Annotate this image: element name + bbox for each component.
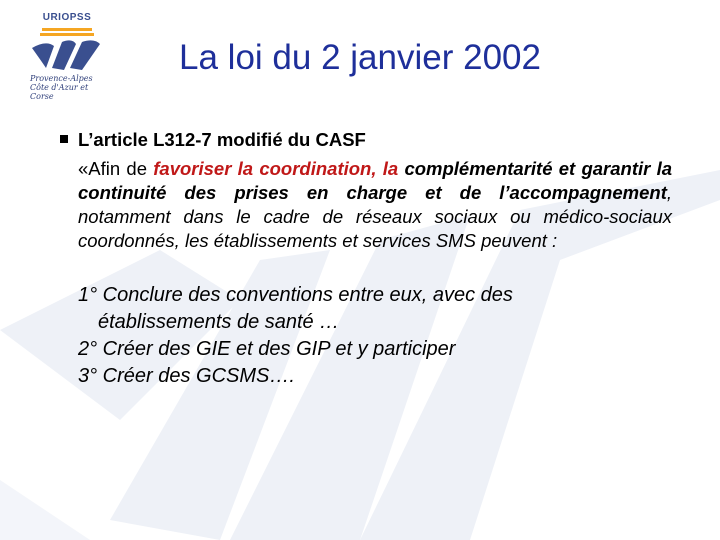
slide-content [60,129,672,390]
list-item: 3° Créer des GCSMS…. [78,365,295,387]
logo-signature: Provence-Alpes Côte d'Azur et Corse [30,74,93,101]
list-item: 2° Créer des GIE et des GIP et y participer [78,338,456,360]
bullet-heading: L’article L312-7 modifié du CASF [78,129,366,150]
bullet-item [60,129,672,151]
highlight-red-text: favoriser la coordination, la [153,158,399,179]
uriopss-logo [24,8,110,108]
slide-title: La loi du 2 janvier 2002 [179,38,541,77]
square-bullet-icon [60,135,68,143]
measures-list [78,282,672,390]
logo-mark-icon [24,24,110,74]
article-quote-paragraph [78,157,672,253]
highlight-bold-text: complémentarité et garantir la continuité des prises en charge et de l’accompagnement [78,158,673,203]
list-item-continuation: établissements de santé … [98,311,340,333]
quote-rest-text: , notamment dans le cadre de réseaux sociaux ou médico-sociaux coordonnés, les établissements et services SMS peuvent : [78,182,672,251]
logo-brand-text: URIOPSS [42,12,92,23]
list-item: 1° Conclure des conventions entre eux, avec des [78,284,513,306]
quote-open-text: «Afin de [78,158,154,179]
